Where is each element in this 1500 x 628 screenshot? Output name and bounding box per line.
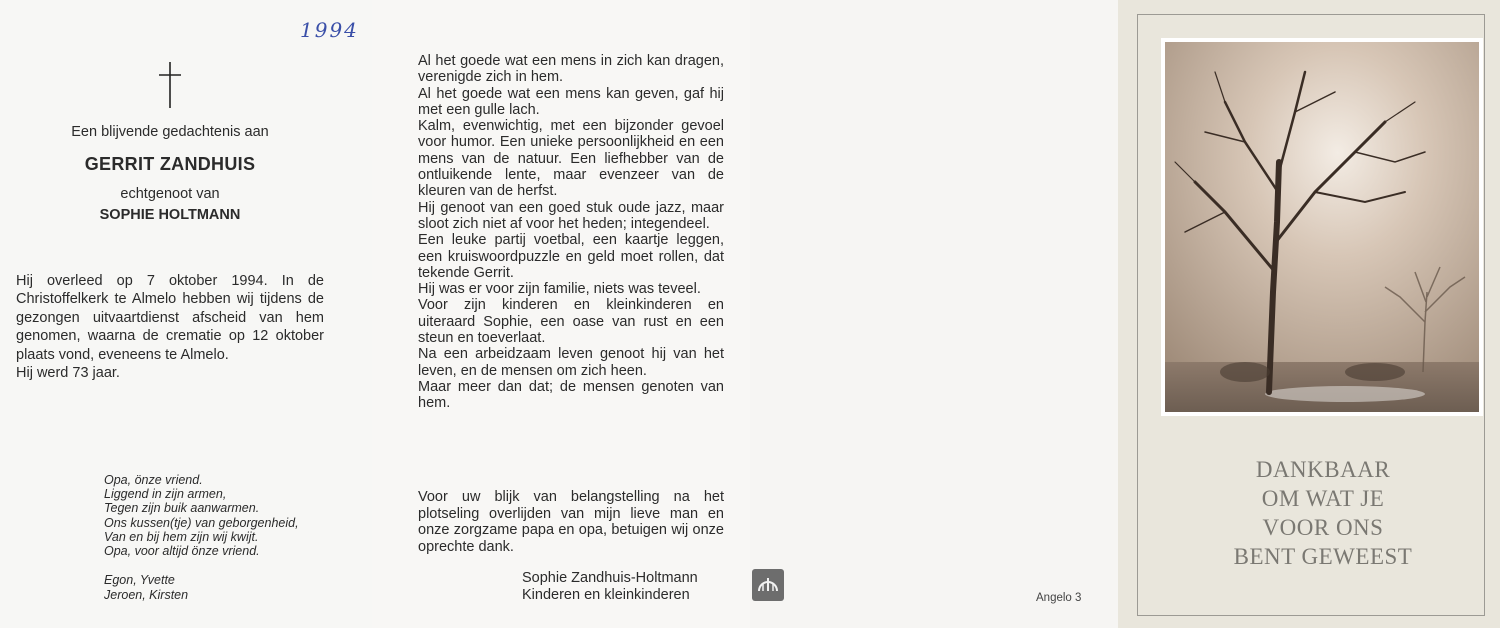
obituary-age: Hij werd 73 jaar. xyxy=(16,365,120,382)
poem-line: Tegen zijn buik aanwarmen. xyxy=(104,501,260,516)
tribute-paragraph: Voor zijn kinderen en kleinkinderen en uiteraard Sophie, een oase van rust en een steun en toeverlaat. xyxy=(418,297,724,347)
deceased-name: GERRIT ZANDHUIS xyxy=(84,154,256,174)
obituary-paragraph: Hij overleed op 7 oktober 1994. In de Christoffelkerk te Almelo hebben wij tijdens de gezongen uitvaartdienst afscheid van hem genomen, waarna de crematie op 12 oktober plaats vond, eveneens te Almelo. xyxy=(16,273,324,363)
poem-line: Opa, önze vriend. xyxy=(104,473,203,487)
poem-line: Ons kussen(tje) van geborgenheid, xyxy=(104,515,299,530)
cover-title xyxy=(1140,455,1500,571)
tree-photo xyxy=(1161,38,1483,416)
tree-image xyxy=(1165,42,1479,412)
tribute-paragraph: Een leuke partij voetbal, een kaartje leggen, een kruiswoordpuzzle en geld moet rollen, dat tekende Gerrit. xyxy=(418,232,724,281)
cover-title-line: DANKBAAR xyxy=(1255,457,1391,482)
memorial-subtitle: Een blijvende gedachtenis aan xyxy=(71,124,269,140)
cross-icon xyxy=(158,62,182,108)
poem-line: Opa, voor altijd önze vriend. xyxy=(104,544,260,559)
spouse-label: echtgenoot van xyxy=(120,186,220,202)
family-signature xyxy=(522,570,698,604)
poem-signature-line: Egon, Yvette xyxy=(104,573,175,587)
tribute-paragraph: Maar meer dan dat; de mensen genoten van hem. xyxy=(418,378,724,412)
poem-line: Van en bij hem zijn wij kwijt. xyxy=(104,529,259,544)
tribute-text xyxy=(418,53,724,412)
cover-title-line: BENT GEWEEST xyxy=(1233,544,1413,569)
tribute-paragraph: Al het goede wat een mens in zich kan dragen, verenigde zich in hem. xyxy=(418,53,724,86)
family-line: Sophie Zandhuis-Holtmann xyxy=(522,570,698,586)
thanks-text: Voor uw blijk van belangstelling na het plotseling overlijden van mijn lieve man en onze zorgzame papa en opa, betuigen wij onze oprechte dank. xyxy=(418,489,724,555)
printer-logo-icon xyxy=(752,569,784,601)
tribute-paragraph: Al het goede wat een mens kan geven, gaf hij met een gulle lach. xyxy=(418,85,724,118)
cover-title-line: OM WAT JE xyxy=(1261,486,1385,511)
poem xyxy=(104,473,364,558)
cover-title-line: VOOR ONS xyxy=(1262,515,1384,540)
tribute-paragraph: Hij was er voor zijn familie, niets was teveel. xyxy=(418,281,701,298)
tribute-paragraph: Hij genoot van een goed stuk oude jazz, maar sloot zich niet af voor het heden; integendeel. xyxy=(418,199,724,232)
family-line: Kinderen en kleinkinderen xyxy=(522,587,690,603)
poem-signature xyxy=(104,573,188,602)
obituary-text xyxy=(16,272,324,382)
designer-label: Angelo 3 xyxy=(1036,592,1082,604)
poem-line: Liggend in zijn armen, xyxy=(104,487,227,502)
tribute-paragraph: Na een arbeidzaam leven genoot hij van het leven, en de mensen om zich heen. xyxy=(418,346,724,379)
handwritten-year: 1994 xyxy=(300,18,359,42)
right-inner-panel xyxy=(750,0,1118,628)
poem-signature-line: Jeroen, Kirsten xyxy=(104,587,189,602)
tribute-paragraph: Kalm, evenwichtig, met een bijzonder gevoel voor humor. Een unieke persoonlijkheid en een mens van de natuur. Een liefhebber van de ontluikende lente, maar evenzeer van de kleuren van de herfst. xyxy=(418,118,724,200)
spouse-name: SOPHIE HOLTMANN xyxy=(99,207,241,223)
